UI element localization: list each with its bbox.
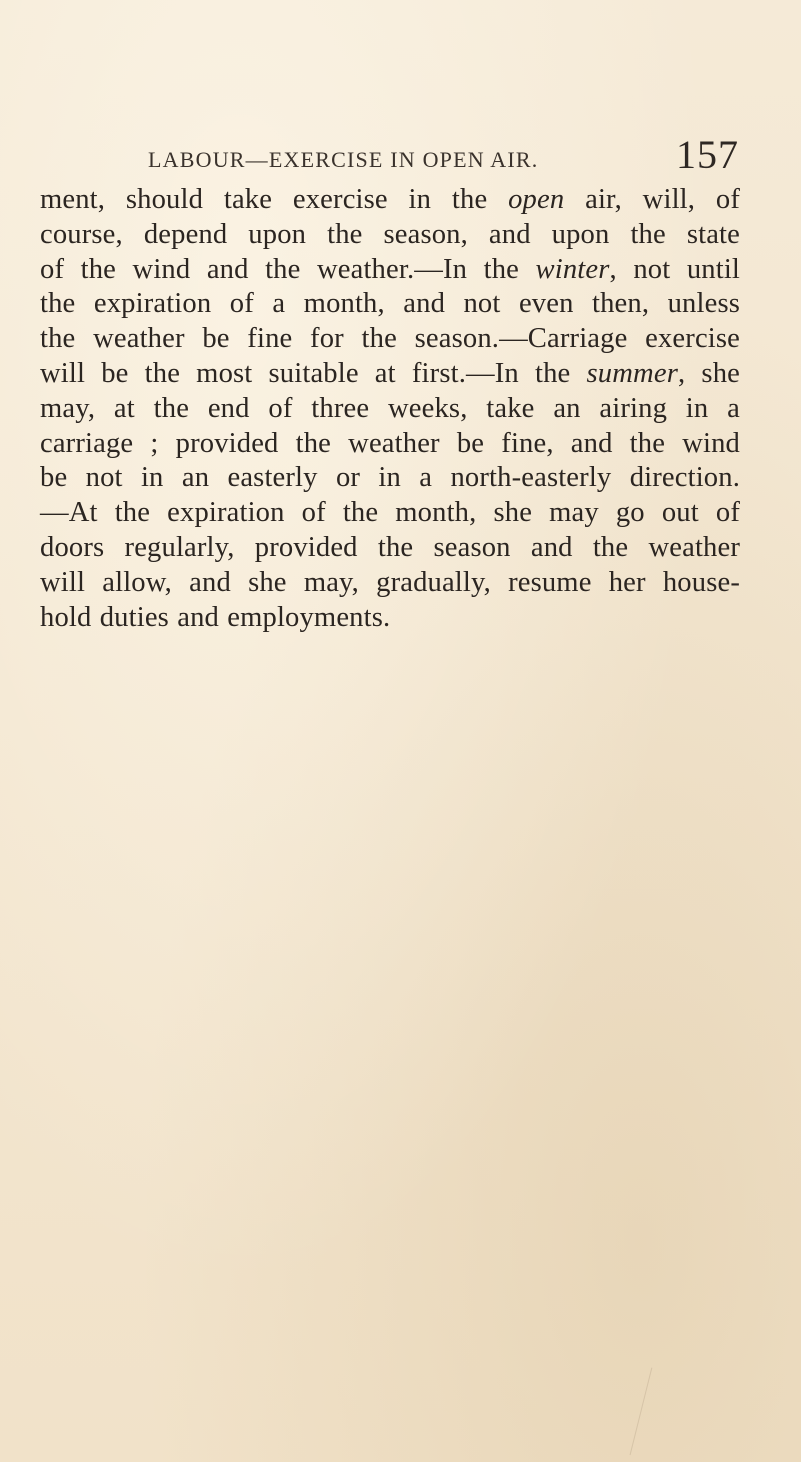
text-line: be not in an easterly or in a north-easterly direction. xyxy=(40,462,740,494)
italic-word-winter: winter xyxy=(535,253,610,285)
text-line: of the wind and the weather.—In the winter, not until xyxy=(40,253,741,285)
text-line: the expiration of a month, and not even then, unless xyxy=(40,288,740,320)
text-line: —At the expiration of the month, she may go out of xyxy=(40,497,740,529)
text-line: course, depend upon the season, and upon the state xyxy=(40,218,740,250)
running-title: LABOUR—EXERCISE IN OPEN AIR. xyxy=(148,147,539,172)
italic-word-open: open xyxy=(508,184,565,215)
paper-mark xyxy=(630,1368,682,1462)
text-line: hold duties and employments. xyxy=(40,601,391,633)
italic-word-summer: summer xyxy=(586,357,678,389)
text-line: doors regularly, provided the season and the weather xyxy=(40,531,740,563)
text-line: will be the most suitable at first.—In the summer, she xyxy=(40,357,740,389)
text-line: the weather be fine for the season.—Carriage exercise xyxy=(40,323,740,355)
text-line: ment, should take exercise in the open air, will, of xyxy=(40,184,740,215)
running-head xyxy=(148,132,739,177)
text-line: will allow, and she may, gradually, resume her house- xyxy=(40,566,740,598)
body-paragraph xyxy=(40,183,740,635)
page-number: 157 xyxy=(676,132,739,177)
text-line: carriage ; provided the weather be fine, and the wind xyxy=(40,427,740,459)
text-line: may, at the end of three weeks, take an airing in a xyxy=(40,392,740,424)
